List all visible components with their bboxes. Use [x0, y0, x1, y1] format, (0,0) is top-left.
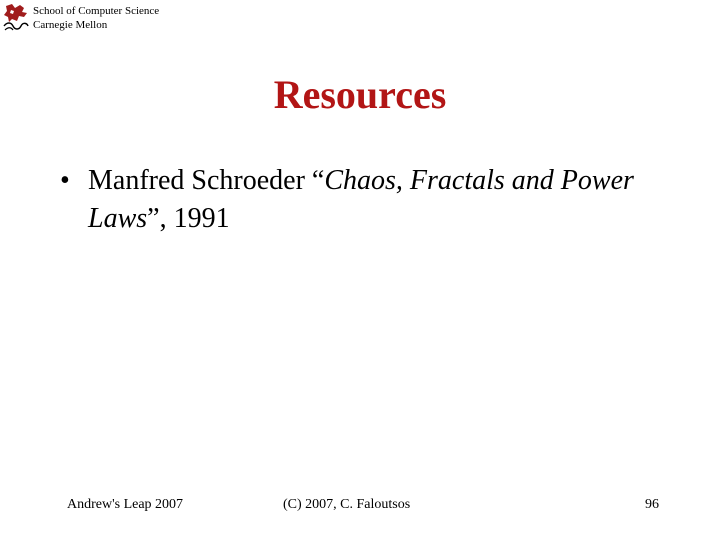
bullet-list: [60, 162, 660, 238]
reference-author: Manfred Schroeder: [88, 165, 312, 196]
footer-event: Andrew's Leap 2007: [67, 497, 184, 512]
footer-page-number: 96: [645, 497, 659, 512]
slide-title: Resources: [273, 72, 447, 117]
header-institution: [33, 4, 159, 32]
cmu-dragon-logo-icon: [2, 2, 30, 34]
reference-open-quote: “: [311, 165, 325, 196]
reference-close-quote-year: ”, 1991: [147, 203, 230, 234]
bullet-item: [60, 162, 660, 238]
reference-book-title: Chaos, Fractals and Power Laws: [88, 165, 634, 234]
header-school-name: School of Computer Science: [33, 5, 160, 17]
footer-copyright: (C) 2007, C. Faloutsos: [283, 497, 411, 512]
header-university-name: Carnegie Mellon: [33, 19, 108, 31]
bullet-dot: •: [60, 165, 70, 196]
